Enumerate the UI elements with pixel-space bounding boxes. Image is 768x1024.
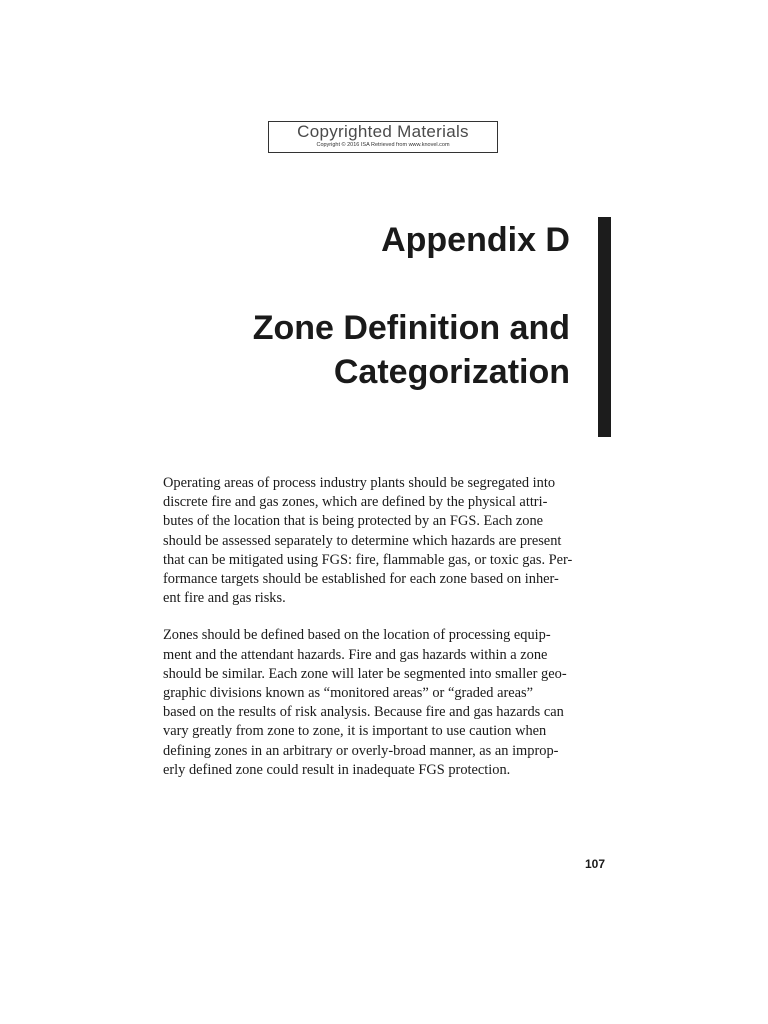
chapter-title-line: Categorization bbox=[333, 353, 570, 391]
body-text bbox=[163, 474, 608, 798]
text-line: ent fire and gas risks. bbox=[163, 590, 286, 607]
text-line: should be assessed separately to determine which hazards are present bbox=[163, 532, 562, 549]
copyright-stamp-subtitle: Copyright © 2016 ISA Retrieved from www.knovel.com bbox=[316, 142, 450, 148]
text-line: butes of the location that is being protected by an FGS. Each zone bbox=[163, 513, 544, 530]
paragraph bbox=[163, 626, 608, 780]
text-line: discrete fire and gas zones, which are defined by the physical attri- bbox=[163, 494, 548, 511]
text-line: vary greatly from zone to zone, it is important to use caution when bbox=[163, 723, 547, 740]
text-line: formance targets should be established for each zone based on inher- bbox=[163, 571, 559, 588]
text-line: Zones should be defined based on the location of processing equip- bbox=[163, 627, 551, 644]
paragraph bbox=[163, 474, 608, 608]
chapter-title-line: Zone Definition and bbox=[252, 309, 570, 347]
text-line: ment and the attendant hazards. Fire and gas hazards within a zone bbox=[163, 646, 548, 663]
text-line: Operating areas of process industry plants should be segregated into bbox=[163, 475, 556, 491]
text-line: defining zones in an arbitrary or overly-broad manner, as an improp- bbox=[163, 742, 559, 759]
text-line: that can be mitigated using FGS: fire, flammable gas, or toxic gas. Per- bbox=[163, 551, 573, 568]
text-line: graphic divisions known as “monitored areas” or “graded areas” bbox=[163, 685, 534, 702]
copyright-stamp bbox=[268, 121, 498, 153]
appendix-label: Appendix D bbox=[381, 221, 570, 259]
chapter-side-bar bbox=[598, 217, 611, 437]
text-line: should be similar. Each zone will later be segmented into smaller geo- bbox=[163, 665, 567, 682]
chapter-title bbox=[150, 306, 570, 394]
page-number: 107 bbox=[584, 857, 605, 871]
text-line: erly defined zone could result in inadequate FGS protection. bbox=[163, 761, 511, 778]
copyright-stamp-title: Copyrighted Materials bbox=[297, 122, 469, 141]
text-line: based on the results of risk analysis. Because fire and gas hazards can bbox=[163, 704, 564, 721]
